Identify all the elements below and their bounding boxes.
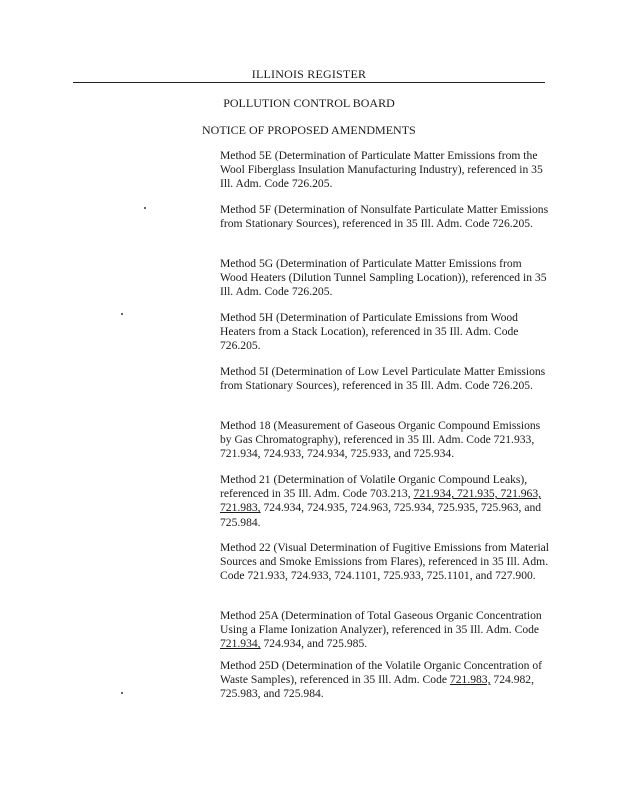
method-21-entry	[220, 473, 550, 530]
method-25a-entry	[220, 609, 550, 652]
method-21-underlined-sections: 721.934, 721.935, 721.963, 721.983,	[220, 487, 542, 515]
scan-speck	[144, 207, 146, 209]
method-5i-entry: Method 5I (Determination of Low Level Particulate Matter Emissions from Stationary Sources), referenced in 35 Ill. Adm. Code 726.205.	[220, 365, 546, 393]
method-25d-text: Method 25D (Determination of the Volatile Organic Concentration of Waste Samples), referenced in 35 Ill. Adm. Code	[220, 659, 542, 687]
method-18-entry: Method 18 (Measurement of Gaseous Organic Compound Emissions by Gas Chromatography), referenced in 35 Ill. Adm. Code 721.933, 721.934, 724.933, 724.934, 725.933, and 725.934.	[220, 419, 541, 461]
register-title: ILLINOIS REGISTER	[251, 67, 367, 81]
scan-speck	[121, 313, 123, 315]
method-5f-entry: Method 5F (Determination of Nonsulfate Particulate Matter Emissions from Stationary Sources), referenced in 35 Ill. Adm. Code 726.205.	[220, 203, 549, 231]
header-rule	[73, 82, 545, 83]
method-25d-text-end: 724.982, 725.983, and 725.984.	[220, 673, 534, 701]
method-25a-text-end: 724.934, and 725.985.	[260, 637, 368, 651]
method-21-text-end: 724.934, 724.935, 724.963, 725.934, 725.935, 725.963, and 725.984.	[220, 501, 542, 529]
method-5e-entry: Method 5E (Determination of Particulate Matter Emissions from the Wool Fiberglass Insulation Manufacturing Industry), referenced in 35 Ill. Adm. Code 726.205.	[220, 149, 543, 191]
method-25a-text: Method 25A (Determination of Total Gaseous Organic Concentration Using a Flame Ionization Analyzer), referenced in 35 Ill. Adm. Code	[220, 609, 542, 637]
scan-speck	[121, 692, 123, 694]
board-name: POLLUTION CONTROL BOARD	[223, 96, 395, 110]
method-25d-entry	[220, 659, 550, 702]
method-5h-entry: Method 5H (Determination of Particulate Emissions from Wood Heaters from a Stack Location), referenced in 35 Ill. Adm. Code 726.205.	[220, 311, 519, 353]
method-5g-entry: Method 5G (Determination of Particulate Matter Emissions from Wood Heaters (Dilution Tunnel Sampling Location)), referenced in 35 Ill. Adm. Code 726.205.	[220, 257, 547, 299]
method-22-entry: Method 22 (Visual Determination of Fugitive Emissions from Material Sources and Smoke Emissions from Flares), referenced in 35 Ill. Adm. Code 721.933, 724.933, 724.1101, 725.933, 725.1101, and 727.900.	[220, 541, 550, 583]
notice-title: NOTICE OF PROPOSED AMENDMENTS	[202, 123, 416, 137]
method-25d-underlined-section: 721.983,	[449, 673, 491, 687]
method-25a-underlined-section: 721.934,	[220, 637, 261, 651]
method-21-text: Method 21 (Determination of Volatile Organic Compound Leaks), referenced in 35 Ill. Adm. Code 703.213,	[220, 473, 528, 501]
